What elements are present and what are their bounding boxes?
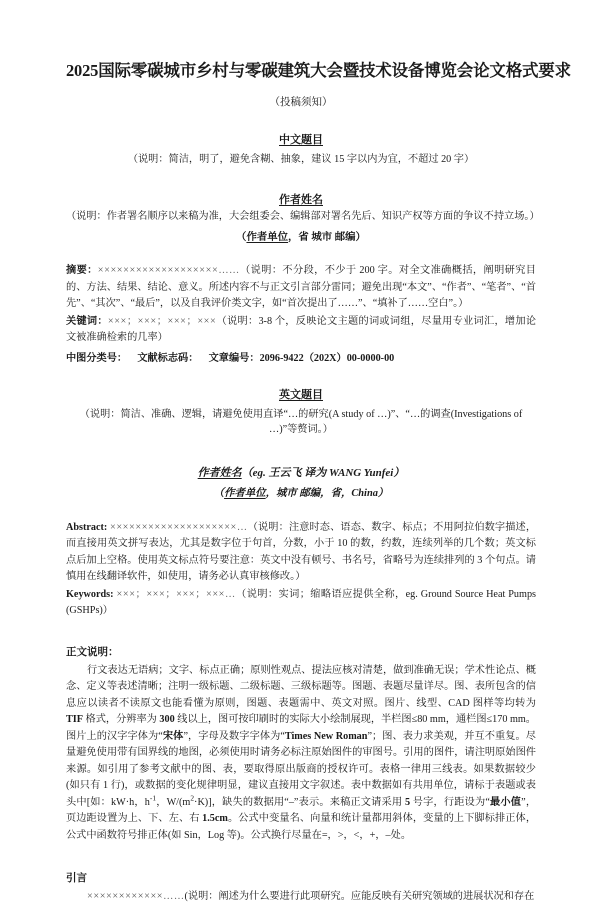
english-author-underlined: 作者姓名 — [197, 466, 242, 479]
intro-section-heading: 引言 — [66, 873, 87, 885]
english-keywords — [66, 587, 536, 620]
abstract-label-cn: 摘要： — [66, 265, 98, 277]
article-number-label: 文章编号： — [208, 352, 260, 364]
page-title: 2025国际零碳城市乡村与零碳建筑大会暨技术设备博览会论文格式要求 — [66, 61, 571, 80]
chinese-title-note: （说明：简洁，明了，避免含糊、抽象，建议 15 字以内为宜，不超过 20 字） — [127, 154, 475, 166]
keywords-text-cn: （说明：3-8 个，反映论文主题的词或词组，尽量用专业词汇，增加论文被准确检索的几率） — [66, 315, 537, 344]
english-title-note: （说明：简洁、准确、逻辑，请避免使用直译“…的研究(A study of …)”、“…的调查(Investigations of …)”等赘词。） — [79, 408, 523, 436]
chinese-keywords — [66, 314, 536, 347]
document-code-label: 文献标志码： — [137, 352, 199, 364]
page-subtitle: （投稿须知） — [269, 97, 333, 109]
abstract-label-en: Abstract: — [66, 521, 108, 533]
english-affiliation-rest: ，城市 邮编，省，China） — [265, 487, 389, 499]
keywords-placeholder-cn: ×××；×××；×××；××× — [107, 315, 217, 327]
keywords-ellipsis-en: … — [225, 588, 236, 600]
english-abstract — [66, 520, 536, 586]
english-title-block — [66, 386, 536, 438]
affiliation-open-paren: （ — [236, 232, 247, 244]
chinese-author-heading: 作者姓名 — [279, 193, 323, 206]
keywords-placeholder-en: ×××；×××；×××；××× — [116, 588, 226, 600]
abstract-placeholder-cn: ××××××××××××××××××× — [97, 265, 219, 277]
keywords-label-cn: 关键词： — [66, 315, 108, 327]
intro-text: (说明：阐述为什么要进行此项研究。应能反映有关研究领域的进展状况和存在 — [184, 891, 535, 903]
chinese-affiliation-line — [66, 228, 536, 243]
affiliation-underlined: 作者单位 — [246, 232, 288, 244]
chinese-author-block — [66, 191, 540, 244]
intro-placeholder: ×××××××××××× — [87, 891, 164, 903]
english-affiliation-line — [66, 484, 536, 499]
chinese-title-heading: 中文题目 — [279, 134, 323, 147]
intro-ellipsis: …… — [163, 891, 185, 903]
english-author-example: （eg. 王云飞 译为 WANG Yunfei） — [241, 466, 405, 479]
chinese-author-note: （说明：作者署名顺序以来稿为准，大会组委会、编辑部对署名先后、知识产权等方面的争议不持立场。） — [66, 210, 540, 222]
keywords-label-en: Keywords: — [66, 588, 114, 600]
abstract-placeholder-en: ×××××××××××××××××××× — [109, 521, 237, 533]
english-author-line — [66, 464, 536, 480]
body-section-paragraph: 行文表达无语病；文字、标点正确；原则性观点、提法应核对清楚，做到准确无误；学术性论点、概念、定义等表述清晰；注明一级标题、二级标题、三级标题等。图题、表题尽量详尽。图、表所包含的信息应以读者不读原文也能看懂为原则，图题、表题需中、英文对照。图片、线型、CAD 图样等均转为 TIF 格式，分辨率为 300 线以上，图可按印刷时的实际大小绘制展现，半栏图≤80 mm，通栏图≤170 mm。图片上的汉字字体为“宋体”，字母及数字字体为“Times New Roman”；图、表力求美观，并互不重复。尽量避免使用带有国界线的地图，必须使用时请务必标注原始图件的审图号。引用的图件，请注明原始图件来源。如引用了参考文献中的图、表，要取得原出版商的授权许可。表格一律用三线表。如果数据较少(如只有 1 行)，或数据的变化规律明显，建议直接用文字叙述。表中数据如有共用单位，请标于表题或表头中[如：kW·h，$h^{-1}$，$W/(m^2\cdot K)$]，缺失的数据用“–”表示。来稿正文请采用 5 号字，行距设为“最小值”，页边距设置为上、下、左、右 1.5cm。公式中变量名、向量和统计量都用斜体，变量的上下脚标排正体，公式中函数符号排正体(如 Sin，Log 等)。公式换行尽量在=，>，<，+，–处。 — [66, 664, 537, 841]
body-section-heading: 正文说明： — [66, 646, 119, 658]
intro-section-paragraph — [66, 889, 536, 906]
article-number-value: 2096-9422（202X）00-0000-00 — [259, 352, 395, 364]
clc-label: 中图分类号： — [66, 352, 128, 364]
affiliation-rest: ，省 城市 邮编） — [288, 232, 366, 244]
english-title-heading: 英文题目 — [279, 388, 323, 401]
abstract-ellipsis-cn: …… — [218, 265, 240, 277]
chinese-abstract — [66, 263, 536, 313]
english-author-block — [66, 464, 536, 499]
chinese-title-block — [66, 131, 536, 167]
english-affiliation-open-paren: （ — [213, 487, 225, 499]
abstract-text-cn: （说明：不分段，不少于 200 字。对全文准确概括，阐明研究目的、方法、结果、结论、意义。所述内容不与正文引言部分雷同；避免出现“本文”、“作者”、“笔者”、“首先”、“其次”、“最后”，以及自我评价类文字，如“首次提出了……”、“填补了……空白”。） — [66, 265, 536, 310]
english-affiliation-underlined: 作者单位 — [224, 487, 266, 499]
classification-line — [66, 349, 536, 364]
abstract-text-en: （说明：注意时态、语态、数字、标点；不用阿拉伯数字描述，而直接用英文拼写表达，尤其是数字位于句首，分数，小于 10 的数，约数，连续列举的几个数；英文标点后加上空格。使用英文标点符号要注意：英文中没有顿号、书名号，省略号为连续排列的 3 个句点。请慎用在线翻译软件，如使用，请务必认真审核修改。） — [66, 521, 537, 583]
keywords-text-en: （说明：实词；缩略语应提供全称，eg. Ground Source Heat Pumps (GSHPs)） — [66, 588, 536, 617]
abstract-ellipsis-en: … — [236, 521, 248, 533]
